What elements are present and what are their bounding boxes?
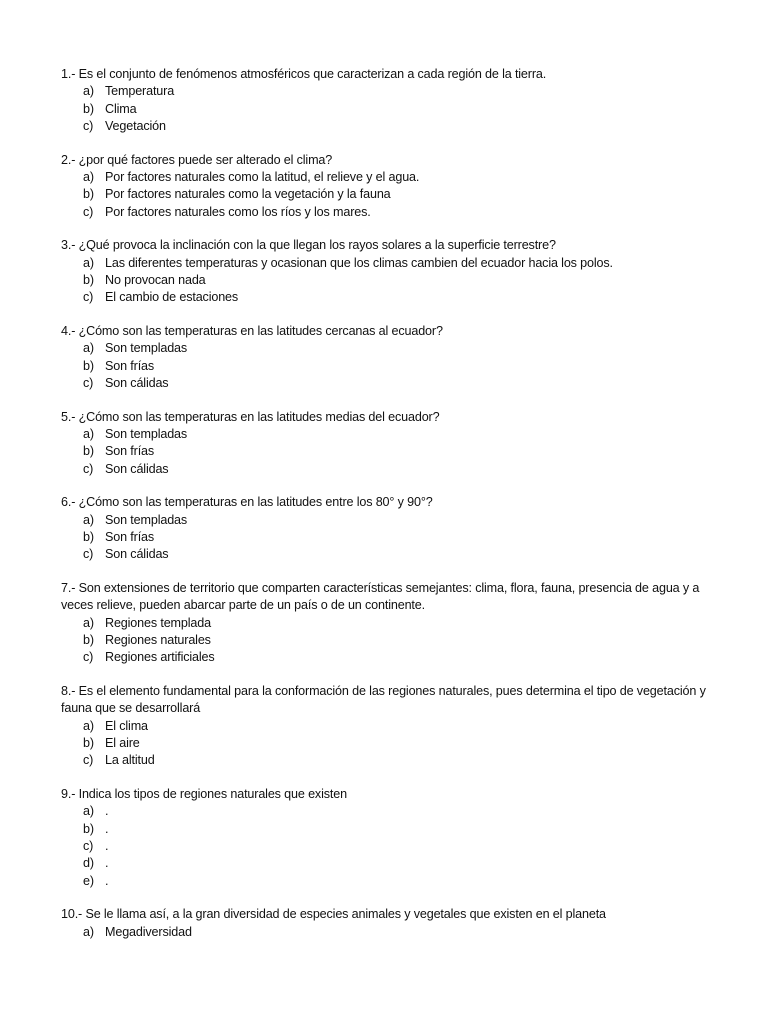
- option-text: Por factores naturales como la latitud, el relieve y el agua.: [105, 169, 420, 184]
- option-letter: b): [83, 736, 94, 750]
- question-6: [61, 494, 711, 563]
- option-item: [61, 289, 711, 306]
- question-4: [61, 323, 711, 392]
- question-text: 5.- ¿Cómo son las temperaturas en las latitudes medias del ecuador?: [61, 409, 440, 424]
- option-item: [61, 358, 711, 375]
- option-item: [61, 186, 711, 203]
- option-list: [61, 340, 711, 392]
- option-text: Son templadas: [105, 512, 188, 527]
- option-text: El clima: [105, 718, 148, 733]
- option-list: [61, 83, 711, 135]
- option-item: [61, 426, 711, 443]
- option-item: [61, 855, 711, 872]
- option-text: Por factores naturales como los ríos y los mares.: [105, 204, 371, 219]
- option-letter: d): [83, 856, 94, 871]
- option-letter: a): [83, 427, 94, 442]
- option-text: Regiones templada: [105, 615, 211, 630]
- option-text: Clima: [105, 101, 137, 116]
- option-text: No provocan nada: [105, 272, 206, 287]
- option-letter: a): [83, 255, 94, 270]
- quiz-document: [61, 66, 711, 957]
- option-item: [61, 632, 711, 649]
- option-letter: b): [83, 187, 94, 202]
- option-text: .: [105, 838, 109, 853]
- option-text: Son templadas: [105, 427, 188, 442]
- option-letter: b): [83, 530, 94, 545]
- option-letter: a): [83, 615, 94, 630]
- option-letter: c): [83, 461, 94, 476]
- option-text: Son frías: [105, 530, 155, 545]
- option-letter: b): [83, 272, 94, 287]
- option-item: [61, 752, 711, 769]
- option-item: [61, 873, 711, 890]
- question-text: 2.- ¿por qué factores puede ser alterado el clima?: [61, 152, 333, 167]
- option-letter: a): [83, 924, 94, 939]
- question-3: [61, 237, 711, 306]
- option-text: .: [105, 804, 109, 819]
- option-text: Son frías: [105, 358, 155, 373]
- option-item: [61, 375, 711, 392]
- option-text: El cambio de estaciones: [105, 290, 239, 305]
- option-letter: b): [83, 358, 94, 373]
- option-letter: b): [83, 633, 94, 648]
- option-text: Son cálidas: [105, 375, 169, 390]
- option-item: [61, 649, 711, 666]
- option-item: [61, 169, 711, 186]
- option-letter: c): [83, 375, 94, 390]
- option-text: El aire: [105, 736, 140, 750]
- option-list: [61, 169, 711, 221]
- option-item: [61, 272, 711, 289]
- option-item: [61, 101, 711, 118]
- question-text: 9.- Indica los tipos de regiones naturales que existen: [61, 787, 347, 802]
- question-8: [61, 683, 711, 769]
- option-text: Por factores naturales como la vegetación y la fauna: [105, 187, 391, 202]
- option-letter: a): [83, 718, 94, 733]
- question-5: [61, 409, 711, 478]
- option-text: Son frías: [105, 444, 155, 459]
- question-text: 1.- Es el conjunto de fenómenos atmosféricos que caracterizan a cada región de la tierra.: [61, 67, 547, 81]
- option-item: [61, 821, 711, 838]
- option-item: [61, 615, 711, 632]
- option-text: Megadiversidad: [105, 924, 192, 939]
- option-item: [61, 546, 711, 563]
- option-item: [61, 83, 711, 100]
- option-text: Son cálidas: [105, 461, 169, 476]
- option-list: [61, 924, 711, 941]
- option-item: [61, 255, 711, 272]
- option-text: .: [105, 856, 109, 871]
- question-text: 10.- Se le llama así, a la gran diversidad de especies animales y vegetales que existen en el planeta: [61, 907, 606, 922]
- option-text: Vegetación: [105, 118, 166, 133]
- question-text: 4.- ¿Cómo son las temperaturas en las latitudes cercanas al ecuador?: [61, 324, 443, 339]
- option-letter: c): [83, 838, 94, 853]
- option-letter: a): [83, 804, 94, 819]
- option-item: [61, 204, 711, 221]
- option-list: [61, 512, 711, 564]
- question-text: 3.- ¿Qué provoca la inclinación con la que llegan los rayos solares a la superficie terrestre?: [61, 238, 556, 253]
- option-list: [61, 615, 711, 667]
- option-item: [61, 803, 711, 820]
- option-letter: b): [83, 821, 94, 836]
- option-text: Regiones artificiales: [105, 650, 215, 665]
- question-9: [61, 786, 711, 890]
- option-letter: c): [83, 753, 94, 768]
- option-letter: b): [83, 444, 94, 459]
- option-item: [61, 718, 711, 735]
- option-text: La altitud: [105, 753, 155, 768]
- option-letter: a): [83, 169, 94, 184]
- option-text: Las diferentes temperaturas y ocasionan que los climas cambien del ecuador hacia los polos.: [105, 255, 613, 270]
- option-item: [61, 118, 711, 135]
- option-letter: c): [83, 547, 94, 562]
- option-list: [61, 718, 711, 770]
- option-letter: a): [83, 512, 94, 527]
- question-1: [61, 66, 711, 135]
- question-text: 6.- ¿Cómo son las temperaturas en las latitudes entre los 80° y 90°?: [61, 495, 433, 510]
- option-text: Temperatura: [105, 84, 175, 99]
- option-letter: a): [83, 341, 94, 356]
- option-item: [61, 529, 711, 546]
- option-item: [61, 443, 711, 460]
- option-letter: a): [83, 84, 94, 99]
- option-text: .: [105, 821, 109, 836]
- option-item: [61, 838, 711, 855]
- option-letter: c): [83, 118, 94, 133]
- question-10: [61, 906, 711, 941]
- option-item: [61, 461, 711, 478]
- option-list: [61, 803, 711, 889]
- option-text: Regiones naturales: [105, 633, 211, 648]
- option-item: [61, 340, 711, 357]
- question-text: 7.- Son extensiones de territorio que comparten características semejantes: clima, flora, fauna, presencia de agua y a veces relieve, pueden abarcar parte de un país o de un continente.: [61, 581, 700, 613]
- option-letter: c): [83, 650, 94, 665]
- question-7: [61, 580, 711, 666]
- question-2: [61, 152, 711, 221]
- option-item: [61, 512, 711, 529]
- question-text: 8.- Es el elemento fundamental para la conformación de las regiones naturales, pues determina el tipo de vegetación y fauna que se desarrollará: [61, 684, 706, 716]
- option-letter: c): [83, 204, 94, 219]
- option-letter: e): [83, 873, 94, 888]
- option-item: [61, 924, 711, 941]
- option-text: Son cálidas: [105, 547, 169, 562]
- option-text: .: [105, 873, 109, 888]
- option-list: [61, 255, 711, 307]
- option-letter: c): [83, 290, 94, 305]
- option-text: Son templadas: [105, 341, 188, 356]
- option-letter: b): [83, 101, 94, 116]
- option-list: [61, 426, 711, 478]
- option-item: [61, 735, 711, 752]
